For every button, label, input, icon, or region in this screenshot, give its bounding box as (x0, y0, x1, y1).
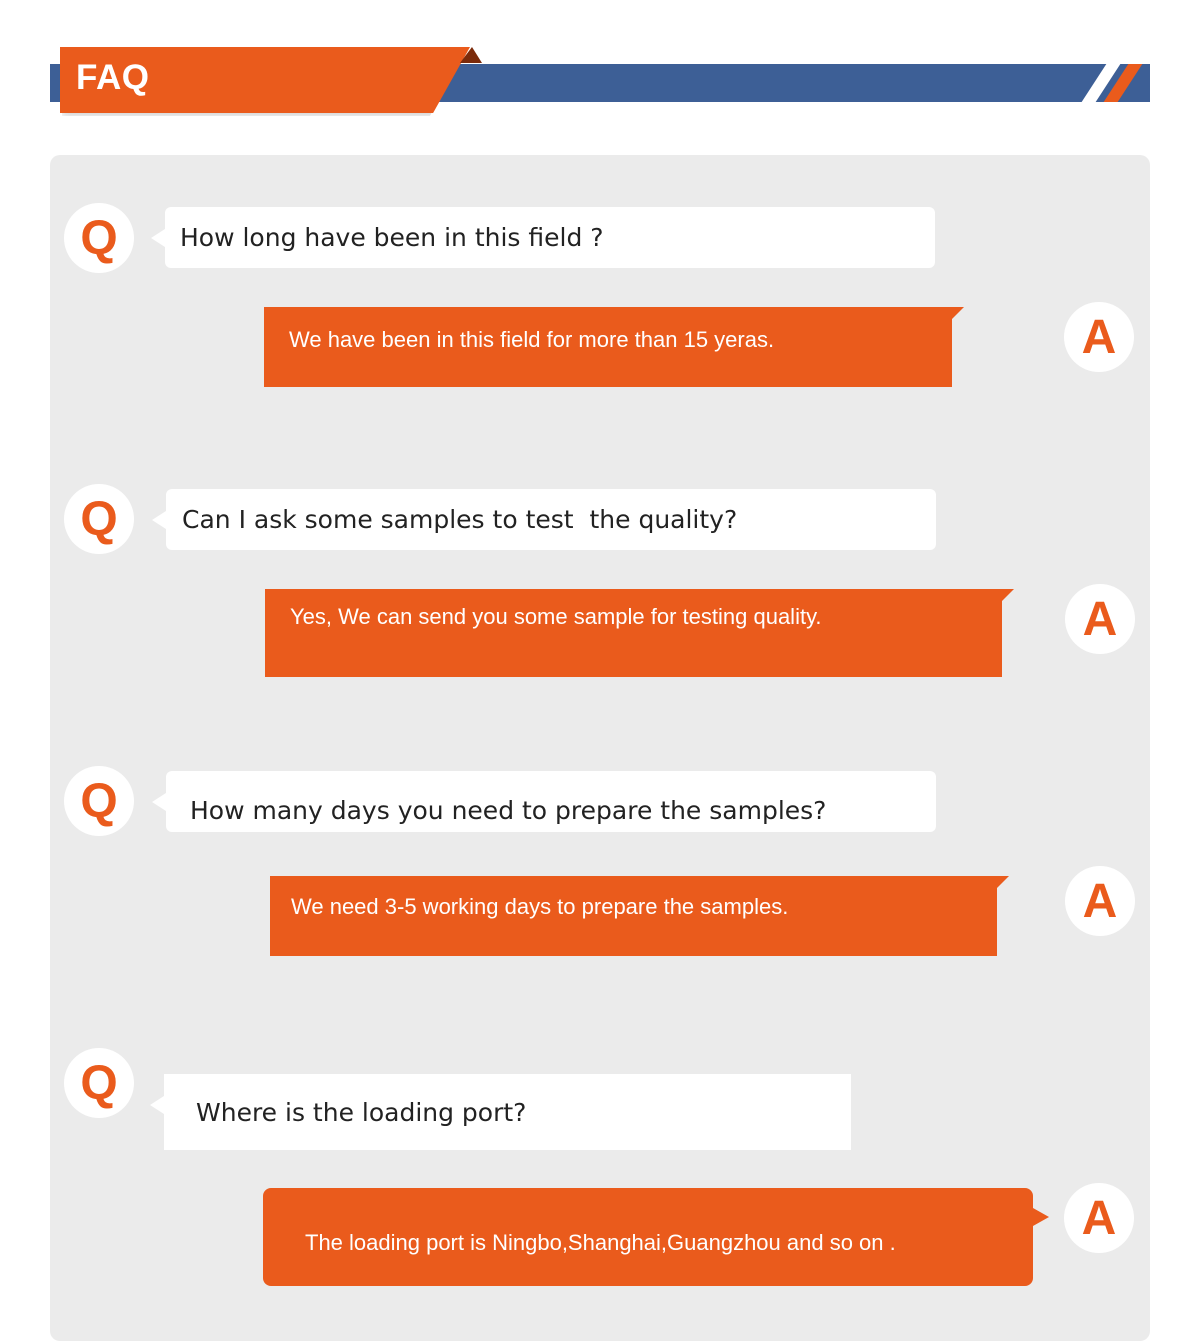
answer-text: We need 3-5 working days to prepare the samples. (291, 894, 789, 919)
answer-icon: A (1064, 302, 1134, 372)
answer-bubble (265, 589, 1002, 677)
title-tab-fold (460, 47, 482, 63)
answer-icon: A (1065, 584, 1135, 654)
faq-header (0, 0, 1200, 140)
answer-pointer (1033, 1208, 1049, 1226)
question-text: How many days you need to prepare the samples? (190, 796, 827, 825)
answer-bubble (270, 876, 997, 956)
question-bubble (164, 1074, 851, 1150)
page-title: FAQ (76, 58, 150, 97)
answer-icon: A (1065, 866, 1135, 936)
answer-pointer (995, 876, 1009, 890)
answer-text: The loading port is Ningbo,Shanghai,Guangzhou and so on . (305, 1230, 896, 1255)
question-text: How long have been in this field ? (180, 223, 604, 252)
question-icon: Q (64, 203, 134, 273)
question-bubble (166, 489, 936, 550)
answer-text: We have been in this field for more than 15 yeras. (289, 327, 775, 352)
question-icon: Q (64, 766, 134, 836)
answer-bubble (263, 1188, 1033, 1286)
question-bubble (166, 771, 936, 832)
answer-pointer (950, 307, 964, 321)
question-bubble (165, 207, 935, 268)
question-text: Where is the loading port? (196, 1097, 527, 1127)
answer-icon: A (1064, 1183, 1134, 1253)
question-icon: Q (64, 1048, 134, 1118)
answer-text: Yes, We can send you some sample for testing quality. (290, 604, 822, 629)
question-text: Can I ask some samples to test the quality? (182, 505, 738, 534)
answer-bubble (264, 307, 952, 387)
answer-pointer (1000, 589, 1014, 603)
question-icon: Q (64, 484, 134, 554)
